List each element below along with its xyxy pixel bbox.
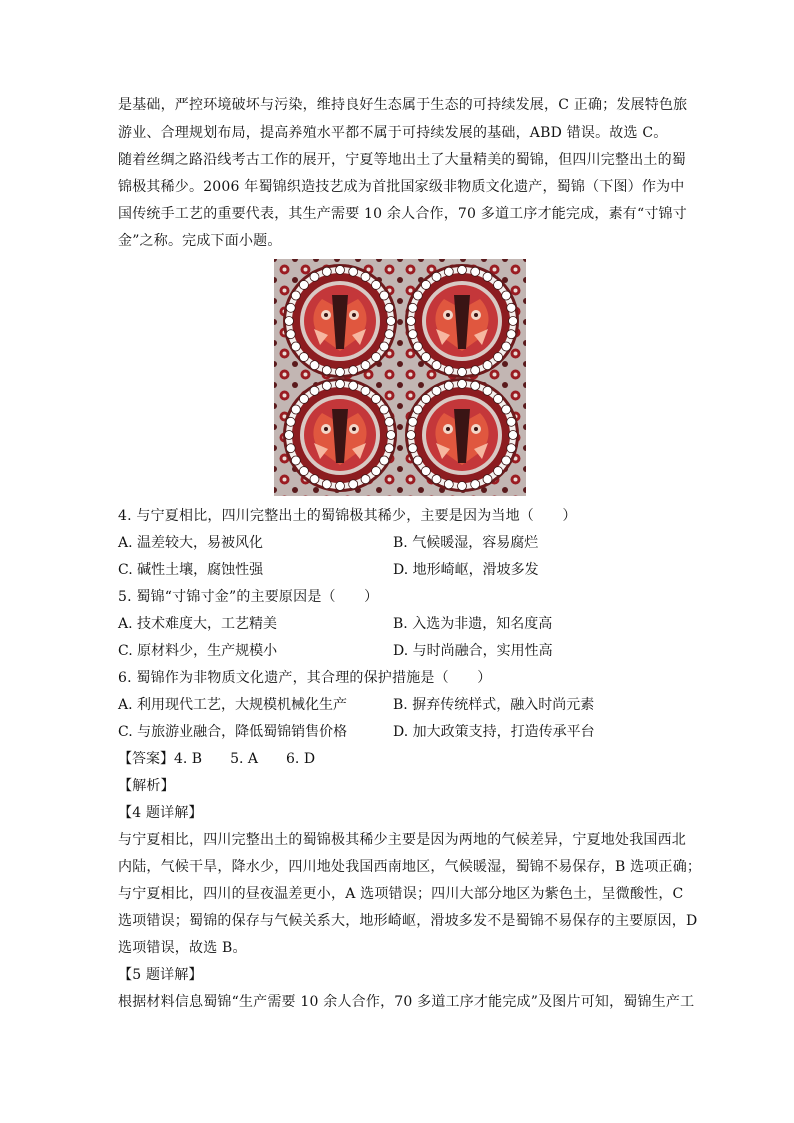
answer-text: 4. B 5. A 6. D [174, 751, 316, 767]
detail-4-line-5: 选项错误，故选 B。 [118, 940, 247, 956]
question-4-option-d: D. 地形崎岖，滑坡多发 [393, 562, 539, 578]
material-line-3: 国传统手工艺的重要代表，其生产需要 10 余人合作，70 多道工序才能完成，素有“寸锦寸 [118, 206, 687, 222]
brocade-medallion-4 [405, 378, 519, 492]
question-6-option-d: D. 加大政策支持，打造传承平台 [393, 724, 595, 740]
answer-line [118, 749, 315, 769]
shu-brocade-image [274, 259, 526, 496]
question-4-option-b: B. 气候暖湿，容易腐烂 [393, 535, 539, 551]
detail-5-line-1: 根据材料信息蜀锦“生产需要 10 余人合作，70 多道工序才能完成”及图片可知，蜀锦生产工 [118, 994, 695, 1010]
question-5-option-a: A. 技术难度大，工艺精美 [118, 616, 278, 632]
question-4-stem: 4. 与宁夏相比，四川完整出土的蜀锦极其稀少，主要是因为当地（ ） [118, 508, 577, 524]
brocade-medallion-2 [405, 264, 519, 378]
analysis-label: 【解析】 [118, 778, 175, 794]
material-line-1: 随着丝绸之路沿线考古工作的展开，宁夏等地出土了大量精美的蜀锦，但四川完整出土的蜀 [118, 152, 686, 168]
question-6-option-a: A. 利用现代工艺，大规模机械化生产 [118, 697, 348, 713]
question-6-option-b: B. 摒弃传统样式，融入时尚元素 [393, 697, 595, 713]
question-6-option-c: C. 与旅游业融合，降低蜀锦销售价格 [118, 724, 348, 740]
answer-label: 【答案】 [118, 751, 174, 767]
question-5-stem: 5. 蜀锦“寸锦寸金”的主要原因是（ ） [118, 589, 379, 605]
question-6-stem: 6. 蜀锦作为非物质文化遗产，其合理的保护措施是（ ） [118, 670, 492, 686]
question-5-option-d: D. 与时尚融合，实用性高 [393, 643, 553, 659]
question-4-option-c: C. 碱性土壤，腐蚀性强 [118, 562, 264, 578]
question-4-option-a: A. 温差较大，易被风化 [118, 535, 264, 551]
material-line-2: 锦极其稀少。2006 年蜀锦织造技艺成为首批国家级非物质文化遗产，蜀锦（下图）作为中 [118, 179, 685, 195]
detail-4-line-1: 与宁夏相比，四川完整出土的蜀锦极其稀少主要是因为两地的气候差异，宁夏地处我国西北 [118, 832, 686, 848]
question-5-option-c: C. 原材料少，生产规模小 [118, 643, 278, 659]
question-5-option-b: B. 入选为非遗，知名度高 [393, 616, 553, 632]
intro-line-1: 是基础，严控环境破坏与污染，维持良好生态属于生态的可持续发展，C 正确；发展特色旅 [118, 97, 688, 113]
detail-4-line-4: 选项错误；蜀锦的保存与气候关系大，地形崎岖，滑坡多发不是蜀锦不易保存的主要原因，D [118, 913, 698, 929]
intro-line-2: 游业、合理规划布局，提高养殖水平都不属于可持续发展的基础，ABD 错误。故选 C。 [118, 125, 668, 141]
brocade-medallion-3 [283, 378, 397, 492]
detail-4-line-2: 内陆，气候干旱，降水少，四川地处我国西南地区，气候暖湿，蜀锦不易保存，B 选项正确； [118, 859, 702, 875]
brocade-medallion-1 [283, 264, 397, 378]
detail-4-line-3: 与宁夏相比，四川的昼夜温差更小，A 选项错误；四川大部分地区为紫色土，呈微酸性，C [118, 886, 684, 902]
material-line-4: 金”之称。完成下面小题。 [118, 233, 282, 249]
detail-5-heading: 【5 题详解】 [118, 967, 203, 983]
detail-4-heading: 【4 题详解】 [118, 805, 203, 821]
